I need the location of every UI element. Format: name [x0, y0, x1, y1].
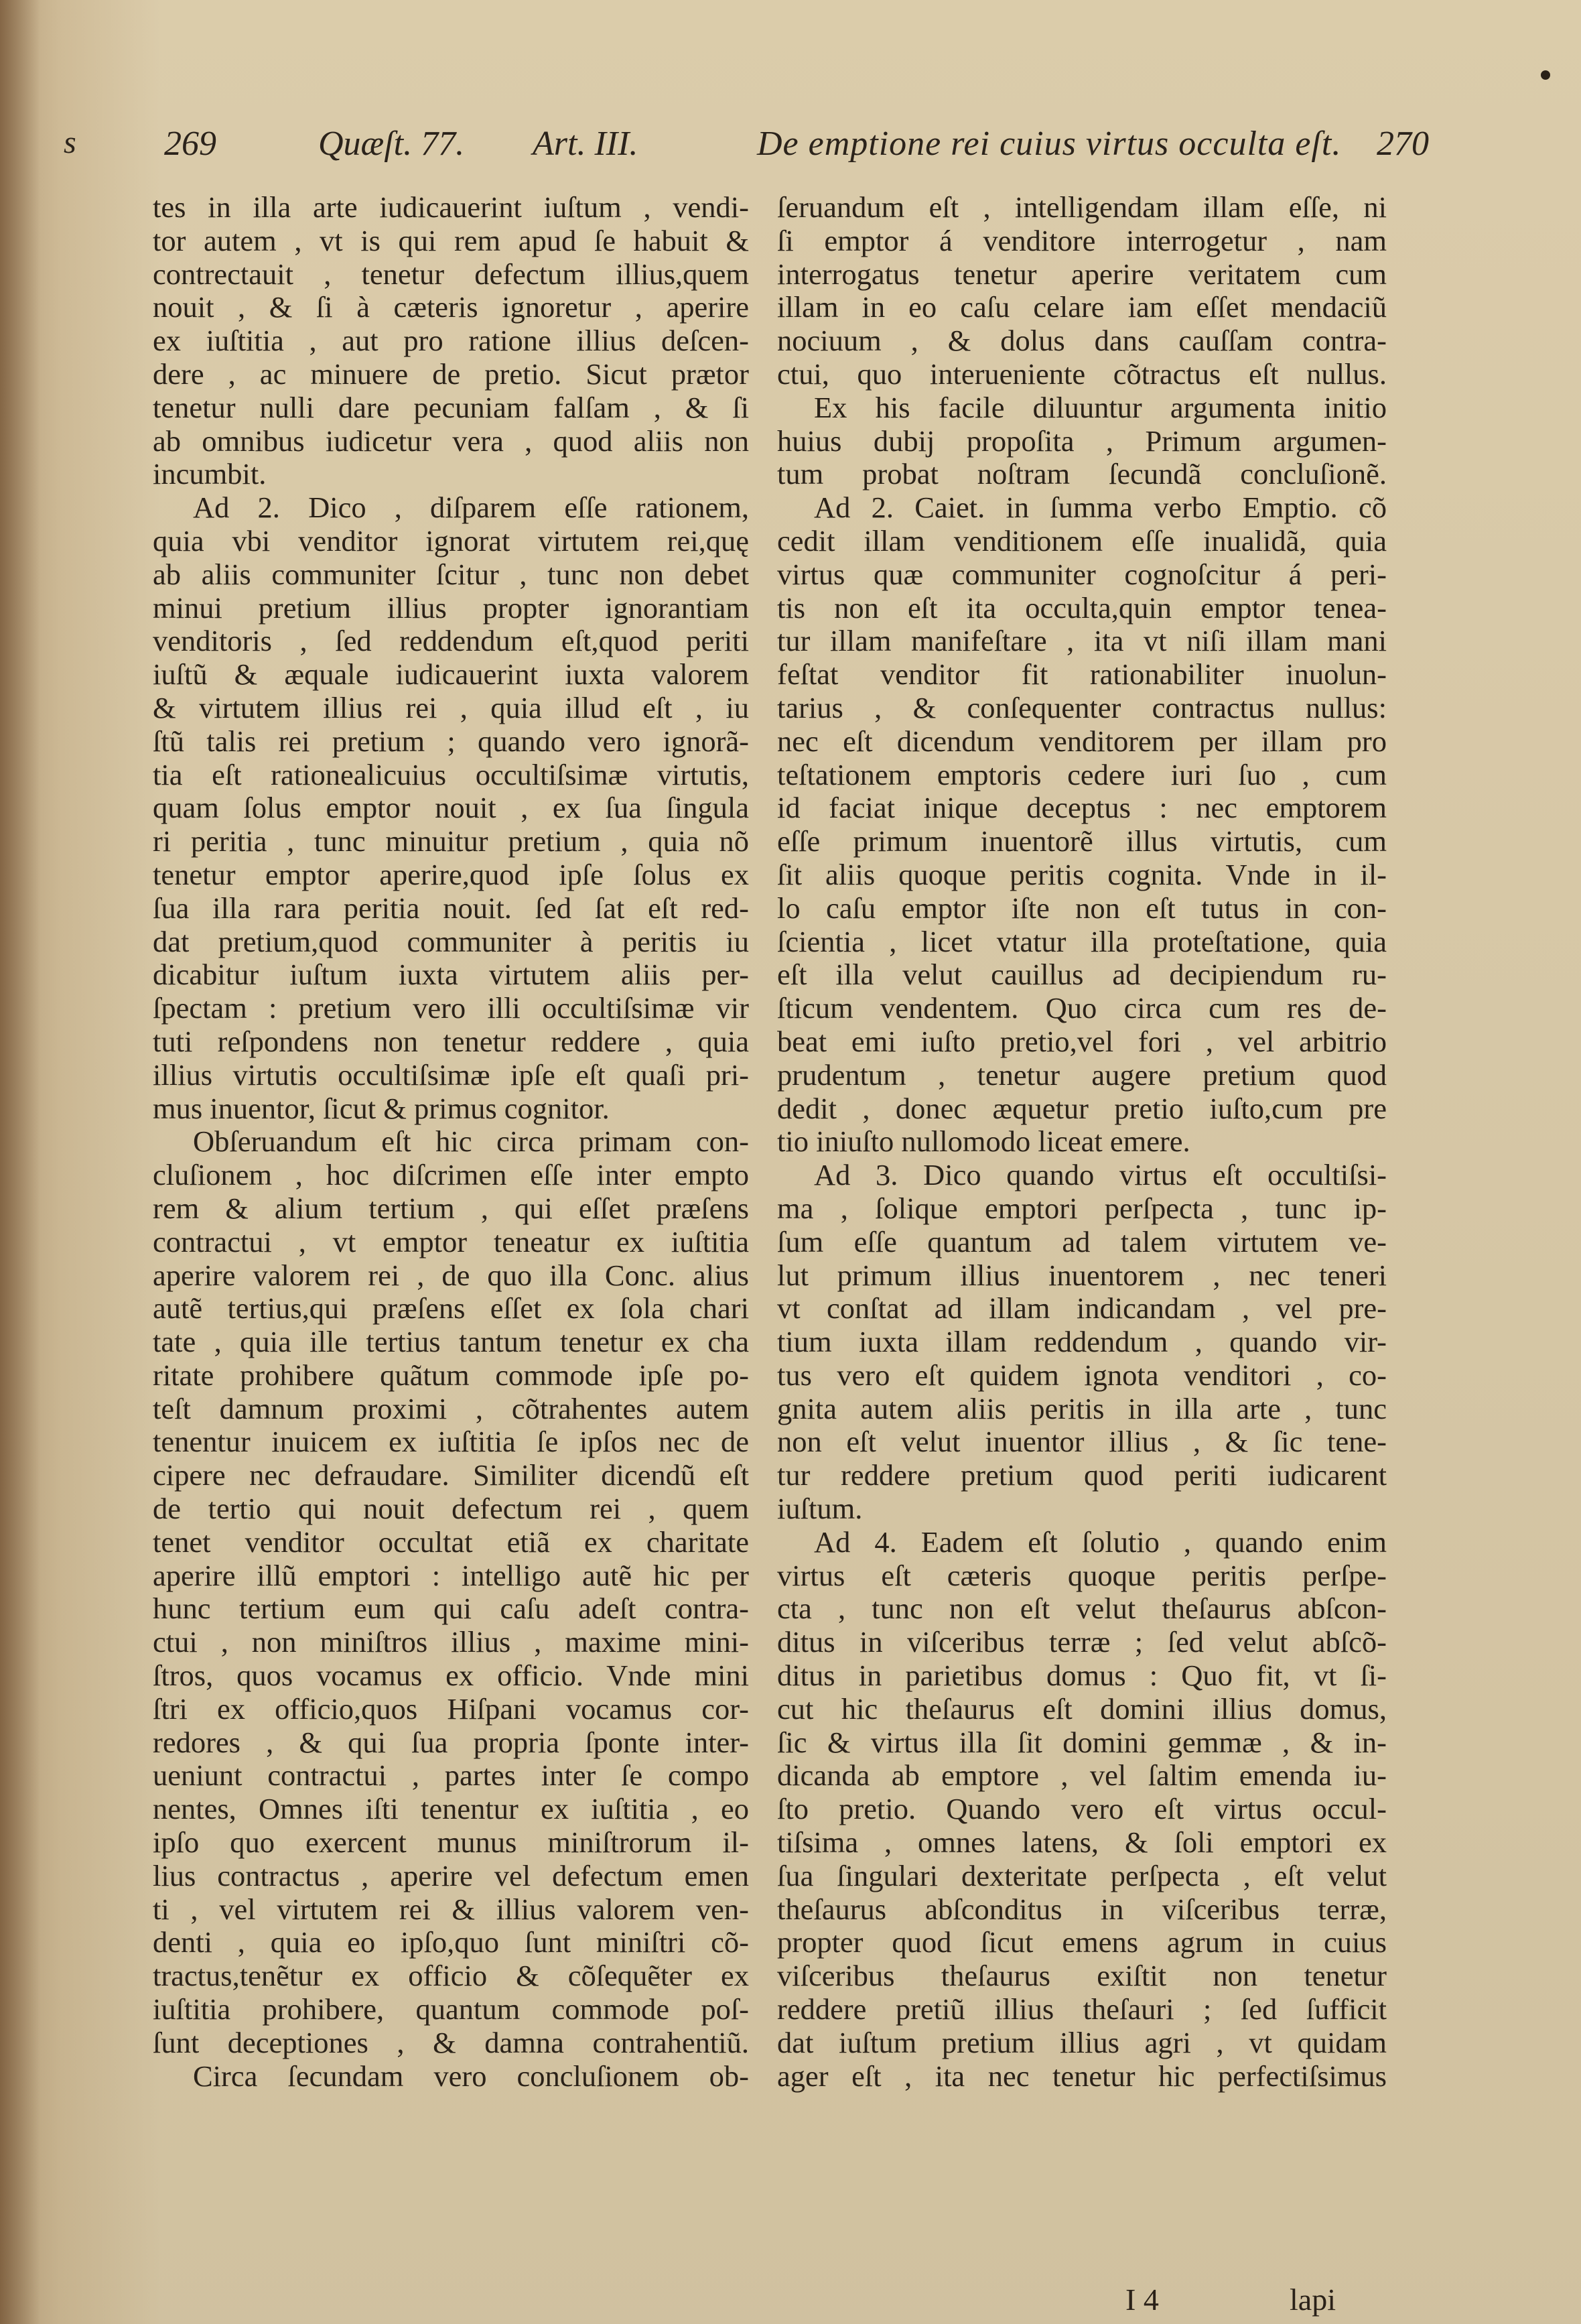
text-line: tis non eſt ita occulta,quin emptor tenea- [777, 590, 1387, 625]
text-line: prudentum , tenetur augere pretium quod [777, 1057, 1387, 1092]
text-line: tate , quia ille tertius tantum tenetur ex cha [153, 1325, 749, 1359]
text-line: tenetur emptor aperire,quod ipſe ſolus ex [153, 857, 749, 891]
catchword: lapi [1290, 2282, 1336, 2317]
text-line: dicabitur iuſtum iuxta virtutem aliis per- [153, 958, 749, 992]
text-line: Ad 2. Caiet. in ſumma verbo Emptio. cõ [814, 491, 1387, 525]
right-text-column [777, 191, 1387, 2093]
text-line: tes in illa arte iudicauerint iuſtum , vendi- [153, 190, 749, 224]
text-line: ſpectam : pretium vero illi occultiſsimæ vir [153, 991, 749, 1025]
text-line: tenet venditor occultat etiã ex charitate [153, 1525, 749, 1559]
text-line: quam ſolus emptor nouit , ex ſua ſingula [153, 791, 749, 825]
text-line: cedit illam venditionem eſſe inualidã, quia [777, 523, 1387, 558]
text-line: ager eſt , ita nec tenetur hic perfectiſsimus [777, 2059, 1387, 2093]
text-line: tus vero eſt quidem ignota venditori , co- [777, 1358, 1387, 1392]
text-line: ſic & virtus illa ſit domini gemmæ , & in- [777, 1725, 1387, 1759]
text-line: iuſtũ & æquale iudicauerint iuxta valorem [153, 657, 749, 692]
text-line: rem & alium tertium , qui eſſet præſens [153, 1191, 749, 1225]
text-line: ti , vel virtutem rei & illius valorem ven- [153, 1892, 749, 1926]
text-line: minui pretium illius propter ignorantiam [153, 590, 749, 625]
text-line: ctui , non miniſtros illius , maxime mini- [153, 1625, 749, 1659]
text-line: cipere nec defraudare. Similiter dicendũ eſt [153, 1458, 749, 1492]
text-line: ſi emptor á venditore interrogetur , nam [777, 223, 1387, 257]
text-line: mus inuentor, ſicut & primus cognitor. [153, 1091, 610, 1125]
text-line: lius contractus , aperire vel defectum emen [153, 1858, 749, 1892]
text-line: dat pretium,quod communiter à peritis iu [153, 924, 749, 958]
text-line: contractui , vt emptor teneatur ex iuſtitia [153, 1224, 749, 1258]
text-line: illius virtutis occultiſsimæ ipſe eſt quaſi pri- [153, 1057, 749, 1092]
text-line: ſunt deceptiones , & damna contrahentiũ. [153, 2025, 749, 2059]
text-line: ma , ſolique emptori perſpecta , tunc ip- [777, 1191, 1387, 1225]
text-line: ſcientia , licet vtatur illa proteſtatione, quia [777, 924, 1387, 958]
right-page-number: 270 [1377, 125, 1429, 163]
text-line: quia vbi venditor ignorat virtutem rei,quę [153, 523, 749, 558]
running-header [64, 117, 1537, 178]
text-line: ueniunt contractui , partes inter ſe compo [153, 1758, 749, 1793]
left-page-number: 269 [164, 125, 216, 163]
ink-dot [1541, 70, 1550, 80]
text-line: hunc tertium eum qui caſu adeſt contra- [153, 1592, 749, 1626]
text-line: Ad 2. Dico , diſparem eſſe rationem, [193, 491, 749, 525]
text-line: incumbit. [153, 457, 267, 491]
text-line: tuti reſpondens non tenetur reddere , quia [153, 1024, 749, 1058]
text-line: ab omnibus iudicetur vera , quod aliis non [153, 424, 749, 458]
text-line: tor autem , vt is qui rem apud ſe habuit & [153, 223, 749, 257]
text-line: venditoris , ſed reddendum eſt,quod periti [153, 624, 749, 658]
header-mark: s [64, 125, 76, 160]
text-line: denti , quia eo ipſo,quo ſunt miniſtri cõ- [153, 1925, 749, 1959]
text-line: interrogatus tenetur aperire veritatem cum [777, 257, 1387, 291]
text-line: Ex his facile diluuntur argumenta initio [814, 390, 1387, 424]
text-line: tenetur nulli dare pecuniam falſam , & ſi [153, 390, 749, 424]
text-line: autẽ tertius,qui præſens eſſet ex ſola chari [153, 1291, 749, 1326]
text-line: ditus in viſceribus terræ ; ſed velut abſcõ- [777, 1625, 1387, 1659]
text-line: nociuum , & dolus dans cauſſam contra- [777, 324, 1387, 358]
text-line: virtus eſt cæteris quoque peritis perſpe- [777, 1558, 1387, 1592]
text-line: teſt damnum proximi , cõtrahentes autem [153, 1391, 749, 1425]
text-line: reddere pretiũ illius theſauri ; ſed ſufficit [777, 1992, 1387, 2026]
signature-mark: I 4 [1125, 2282, 1159, 2317]
text-line: ſit aliis quoque peritis cognita. Vnde in il- [777, 857, 1387, 891]
text-line: nentes, Omnes iſti tenentur ex iuſtitia , eo [153, 1792, 749, 1826]
text-line: non eſt velut inuentor illius , & ſic tene- [777, 1425, 1387, 1459]
text-line: lo caſu emptor iſte non eſt tutus in con- [777, 891, 1387, 925]
text-line: tium iuxta illam reddendum , quando vir- [777, 1325, 1387, 1359]
text-line: contrectauit , tenetur defectum illius,quem [153, 257, 749, 291]
text-line: theſaurus abſconditus in viſceribus terræ, [777, 1892, 1387, 1926]
text-line: Obſeruandum eſt hic circa primam con- [193, 1124, 749, 1159]
text-line: iuſtum. [777, 1492, 863, 1526]
article-heading: Art. III. [533, 125, 638, 163]
text-line: tum probat noſtram ſecundã concluſionẽ. [777, 457, 1387, 491]
text-line: nec eſt dicendum venditorem per illam pro [777, 724, 1387, 758]
text-line: feſtat venditor fit rationabiliter inuolun- [777, 657, 1387, 692]
text-line: ſtros, quos vocamus ex officio. Vnde mini [153, 1659, 749, 1693]
text-line: Ad 4. Eadem eſt ſolutio , quando enim [814, 1525, 1387, 1559]
text-line: gnita autem aliis peritis in illa arte , tunc [777, 1391, 1387, 1425]
text-line: Circa ſecundam vero concluſionem ob- [193, 2059, 749, 2093]
page-edge-stain [0, 0, 40, 2324]
text-line: cluſionem , hoc diſcrimen eſſe inter empto [153, 1158, 749, 1192]
text-line: propter quod ſicut emens agrum in cuius [777, 1925, 1387, 1959]
text-line: dat iuſtum pretium illius agri , vt quidam [777, 2025, 1387, 2059]
text-line: ritate prohibere quãtum commode ipſe po- [153, 1358, 749, 1392]
text-line: tur reddere pretium quod periti iudicarent [777, 1458, 1387, 1492]
text-line: ctui, quo interueniente cõtractus eſt nullus. [777, 357, 1387, 391]
text-line: illam in eo caſu celare iam eſſet mendaciũ [777, 290, 1387, 324]
text-line: ſum eſſe quantum ad talem virtutem ve- [777, 1224, 1387, 1258]
text-line: id faciat inique deceptus : nec emptorem [777, 791, 1387, 825]
text-line: dedit , donec æquetur pretio iuſto,cum pre [777, 1091, 1387, 1125]
text-line: teſtationem emptoris cedere iuri ſuo , cum [777, 757, 1387, 791]
text-line: redores , & qui ſua propria ſponte inter- [153, 1725, 749, 1759]
running-title: De emptione rei cuius virtus occulta eſt. [757, 125, 1342, 163]
text-line: nouit , & ſi à cæteris ignoretur , aperire [153, 290, 749, 324]
text-line: tia eſt rationealicuius occultiſsimæ virtutis, [153, 757, 749, 791]
text-line: ſtri ex officio,quos Hiſpani vocamus cor- [153, 1691, 749, 1726]
text-line: aperire valorem rei , de quo illa Conc. alius [153, 1258, 749, 1292]
question-heading: Quæſt. 77. [318, 125, 465, 163]
text-line: tenentur inuicem ex iuſtitia ſe ipſos nec de [153, 1425, 749, 1459]
text-line: viſceribus theſaurus exiſtit non tenetur [777, 1959, 1387, 1993]
text-line: eſſe primum inuentorẽ illus virtutis, cum [777, 824, 1387, 858]
text-line: tur illam manifeſtare , ita vt niſi illam mani [777, 624, 1387, 658]
text-line: ditus in parietibus domus : Quo fit, vt ſi- [777, 1659, 1387, 1693]
text-line: ſtũ talis rei pretium ; quando vero ignorã- [153, 724, 749, 758]
text-line: ſto pretio. Quando vero eſt virtus occul- [777, 1792, 1387, 1826]
left-text-column [153, 191, 749, 2093]
text-line: cta , tunc non eſt velut theſaurus abſcon- [777, 1592, 1387, 1626]
text-line: & virtutem illius rei , quia illud eſt , iu [153, 690, 749, 724]
text-line: eſt illa velut cauillus ad decipiendum ru- [777, 958, 1387, 992]
text-line: ſticum vendentem. Quo circa cum res de- [777, 991, 1387, 1025]
text-line: beat emi iuſto pretio,vel fori , vel arbitrio [777, 1024, 1387, 1058]
text-line: ab aliis communiter ſcitur , tunc non debet [153, 557, 749, 591]
text-line: tio iniuſto nullomodo liceat emere. [777, 1124, 1190, 1159]
text-line: tiſsima , omnes latens, & ſoli emptori ex [777, 1825, 1387, 1860]
text-line: dicanda ab emptore , vel ſaltim emenda iu- [777, 1758, 1387, 1793]
text-line: huius dubij propoſita , Primum argumen- [777, 424, 1387, 458]
text-line: ex iuſtitia , aut pro ratione illius deſcen- [153, 324, 749, 358]
text-line: tractus,tenẽtur ex officio & cõſequẽter ex [153, 1959, 749, 1993]
text-line: Ad 3. Dico quando virtus eſt occultiſsi- [814, 1158, 1387, 1192]
text-line: lut primum illius inuentorem , nec teneri [777, 1258, 1387, 1292]
text-line: ſua ſingulari dexteritate perſpecta , eſt velut [777, 1858, 1387, 1892]
text-line: tarius , & conſequenter contractus nullus: [777, 690, 1387, 724]
text-line: ri peritia , tunc minuitur pretium , quia nõ [153, 824, 749, 858]
text-line: iuſtitia prohibere, quantum commode poſ- [153, 1992, 749, 2026]
text-line: de tertio qui nouit defectum rei , quem [153, 1492, 749, 1526]
text-line: cut hic theſaurus eſt domini illius domus, [777, 1691, 1387, 1726]
text-line: ſua illa rara peritia nouit. ſed ſat eſt red- [153, 891, 749, 925]
text-line: vt conſtat ad illam indicandam , vel pre- [777, 1291, 1387, 1326]
text-line: ipſo quo exercent munus miniſtrorum il- [153, 1825, 749, 1860]
text-line: dere , ac minuere de pretio. Sicut prætor [153, 357, 749, 391]
text-line: ſeruandum eſt , intelligendam illam eſſe, ni [777, 190, 1387, 224]
text-line: aperire illũ emptori : intelligo autẽ hic per [153, 1558, 749, 1592]
text-line: virtus quæ communiter cognoſcitur á peri- [777, 557, 1387, 591]
